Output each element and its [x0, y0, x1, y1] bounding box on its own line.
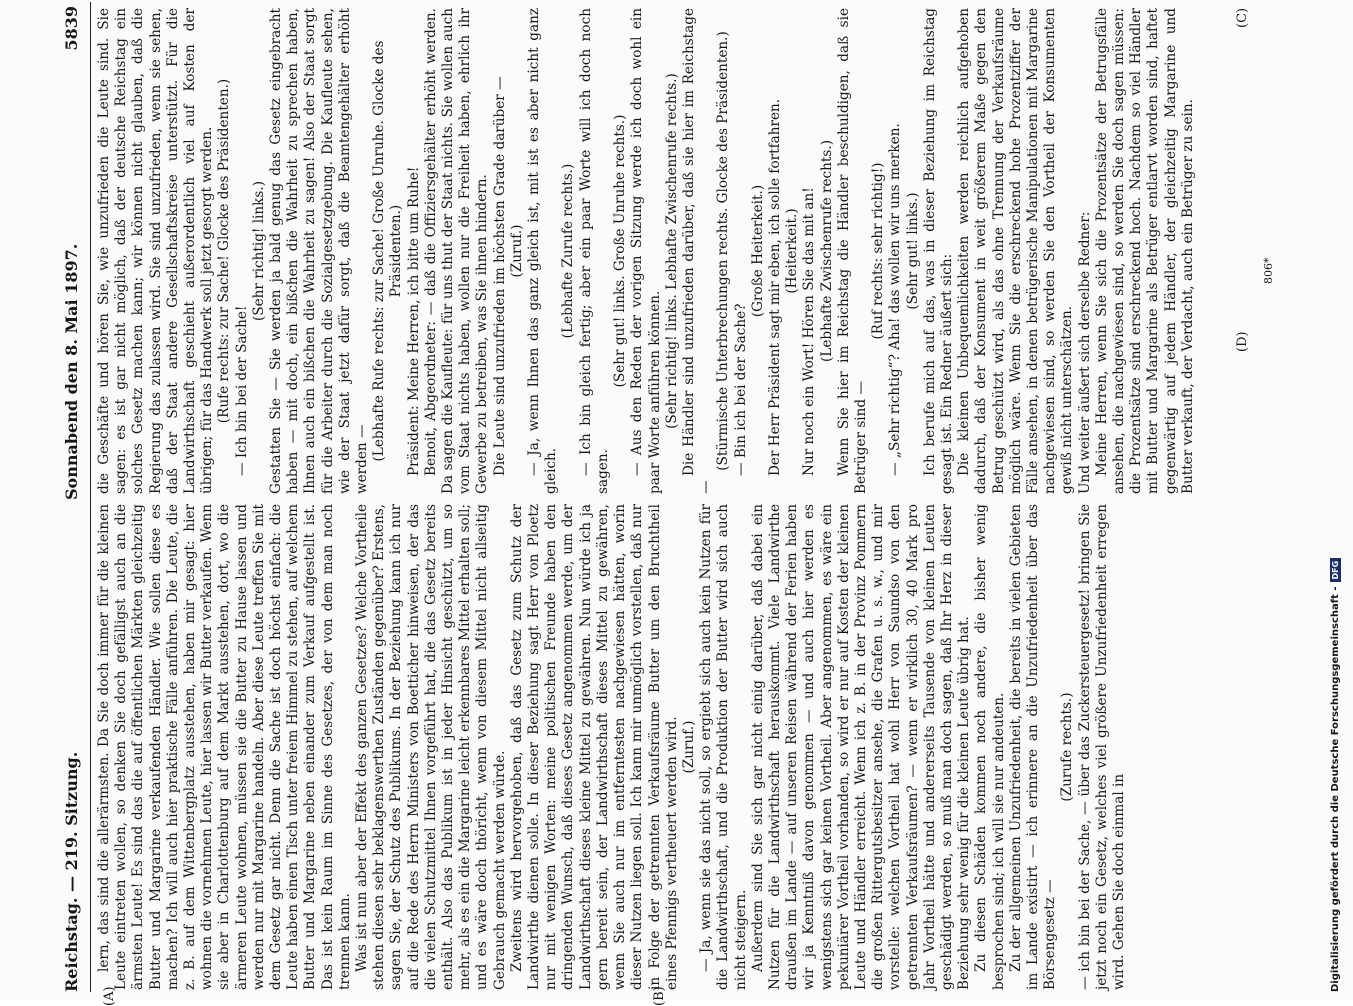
header-left: Reichstag. — 219. Sitzung. — [62, 751, 81, 992]
col-a-paragraph: Zu der allgemeinen Unzufriedenheit, die bereits in vielen Gebieten im Lande existirt — ich erinnere an die Unzufriedenheit über das Börsengesetz — — [1007, 504, 1059, 990]
col-b-paragraph: Ich berufe mich auf das, was in dieser Beziehung im Reichstag gesagt ist. Ein Redner äußert sich: — [921, 8, 955, 494]
col-b-paragraph: (Heiterkeit.) — [784, 208, 801, 294]
col-a-paragraph: (Zurufe rechts.) — [1059, 692, 1076, 802]
col-b-paragraph: (Sehr gut! links.) — [904, 192, 921, 310]
col-b-paragraph: (Große Heiterkeit.) — [749, 184, 766, 318]
col-b-paragraph: (Zuruf.) — [508, 224, 525, 278]
col-b-paragraph: — Aus den Reden der vorigen Sitzung werde ich doch wohl ein paar Worte anführen können. — [629, 8, 663, 494]
col-b-paragraph: (Sehr richtig! links.) — [250, 180, 267, 322]
column-right — [96, 8, 1197, 494]
col-a-paragraph: Zweitens wird hervorgehoben, daß das Gesetz zum Schutz der Landwirthe dienen solle. In dieser Beziehung sagt Herr von Ploetz nur mit wenigen Worten: meine politischen Freunde haben den dringenden Wunsch, daß dieses Gesetz angenommen werde, um der Landwirthschaft dieses kleine Mittel zu gewähren. Nun würde ich ja gern bereit sein, der Landwirthschaft dieses Mittel zu gewähren, wenn Sie auch nur im entferntesten nachgewiesen hätten, worin dieser Nutzen liegen soll. Ich kann mir unmöglich vorstellen, daß nur in Folge der getrennten Verkaufsräume Butter um den Bruchtheil eines Pfennigs vertheuert werden wird. — [508, 504, 680, 990]
col-b-paragraph: Wenn Sie hier im Reichstag die Händler beschuldigen, daß sie Betrüger sind — — [835, 8, 869, 494]
col-a-paragraph: — ich bin bei der Sache, — über das Zuckersteuergesetz! bringen Sie jetzt noch ein Gesetz, welches viel größere Unzufriedenheit erregen wird. Gehen Sie doch einmal in — [1076, 504, 1127, 990]
col-b-paragraph: Benoit, Abgeordneter: — daß die Offiziersgehälter erhöht werden. Da sagen die Kaufleute: für uns thut der Staat nichts. Sie wollen auch vom Staat nichts haben, wollen nur die Freiheit haben, ehrlich ihr Gewerbe zu betreiben, was Sie ihnen hindern. — [422, 8, 491, 494]
signature-mark: 806* — [1262, 257, 1275, 284]
col-b-paragraph: — Ich bin gleich fertig; aber ein paar Worte will ich doch noch sagen. — [577, 8, 611, 494]
col-b-paragraph: Präsident: Meine Herren, ich bitte um Ruhe! — [405, 166, 422, 476]
col-a-paragraph: Außerdem sind Sie sich gar nicht einig darüber, daß dabei ein Nutzen für die Landwirthschaft herauskommt. Viele Landwirthe draußen im Lande — auf unseren Reisen während der Ferien haben wir ja Kenntniß davon genommen — und auch hier werden es wenigstens sich gar keinen Vortheil. Aber angenommen, es wäre ein pekuniärer Vortheil vorhanden, so wird er nur auf Kosten der kleinen Leute und Händler erreicht. Wenn ich z. B. in der Provinz Pommern die großen Rittergutsbesitzer ansehe, die Grafen u. s. w., und mir vorstelle: welchen Vortheil hat wohl Herr von Saundso von den getrennten Verkaufsräumen? — wenn er wirklich 30, 40 Mark pro Jahr Vortheil hätte und andererseits Tausende von kleinen Leuten geschädigt werden, so muß man doch sagen, daß Ihr Herz in dieser Beziehung sehr wenig für die kleinen Leute übrig hat. — [749, 504, 973, 990]
col-b-paragraph: Die kleinen Unbequemlichkeiten werden reichlich aufgehoben dadurch, daß der Konsument in weit größerem Maße gegen den Betrug geschützt wird, als das ohne Trennung der Verkaufsräume möglich wäre. Wenn Sie die erschreckend hohe Prozentziffer der Fälle ansehen, in denen betrügerische Manipulationen mit Margarine nachgewiesen sind, so werden Sie den Vortheil der Konsumenten gewiß nicht unterschätzen. — [956, 8, 1076, 494]
col-a-paragraph: — Ja, wenn sie das nicht soll, so ergiebt sich auch kein Nutzen für die Landwirthschaft, und die Produktion der Butter wird sich auch nicht steigern. — [698, 504, 749, 990]
margin-mark-d: (D) — [1235, 331, 1250, 352]
col-b-paragraph: Und weiter äußert sich derselbe Redner: — [1076, 211, 1093, 494]
col-b-paragraph: (Sehr richtig! links. Lebhafte Zwischenrufe rechts.) — [663, 73, 680, 429]
col-b-paragraph: (Stürmische Unterbrechungen rechts. Glocke des Präsidenten.) — [715, 31, 732, 471]
page-header — [62, 0, 88, 1000]
col-b-paragraph: Nur noch ein Wort! Hören Sie das mit an! — [801, 187, 818, 476]
col-a-paragraph: lern, das sind die allerärmsten. Da Sie doch immer für die kleinen Leute eintreten wollen, so denken Sie doch gefälligst auch an die ärmsten Leute! Es sind das die auf öffentlichen Märkten gleichzeitig Butter und Margarine verkaufenden Händler. Wie sollen diese es machen? Ich will auch hier praktische Fälle anführen. Die Leute, die z. B. auf dem Wittenbergplatz ausstehen, haben mir gesagt: hier wohnen die vornehmen Leute, hier lassen wir Butter verkaufen. Wenn sie aber in Charlottenburg auf dem Markt ausstehen, dort, wo die ärmeren Leute wohnen, müssen sie die Butter zu Hause lassen und werden nur mit Margarine handeln. Aber diese Leute treffen Sie mit dem Gesetz gar nicht. Denn die Sache ist doch höchst einfach: die Leute haben einen Tisch unter freiem Himmel zu stehen, auf welchem Butter und Margarine neben einander zum Verkauf aufgestellt ist. Das ist kein Raum im Sinne des Gesetzes, der von dem man noch trennen kann. — [96, 504, 353, 990]
margin-mark-a: (A) — [102, 986, 117, 1006]
header-date: Sonnabend den 8. Mai 1897. — [62, 243, 81, 500]
col-b-paragraph: Gestatten Sie — Sie werden ja bald genug das Gesetz eingebracht haben — mit doch, ein bißchen die Wahrheit zu sprechen haben, Ihnen auch ein bißchen die Wahrheit zu sagen! Also der Staat sorgt für die Arbeiter durch die Sozialgesetzgebung. Die Kaufleute sehen, wie der Staat jetzt dafür sorgt, daß die Beamtengehälter erhöht werden — — [268, 8, 371, 494]
col-b-paragraph: — „Sehr richtig“? Aha! das wollen wir uns merken. — [887, 123, 904, 476]
col-b-paragraph: — Ich bin bei der Sache! — [233, 305, 250, 476]
col-a-paragraph: Zu diesen Schäden kommen noch andere, die bisher wenig besprochen sind; ich will sie nur andeuten. — [973, 504, 1007, 990]
footer-text: Digitalisierung gefördert durch die Deutsche Forschungsgemeinschaft - — [1330, 586, 1341, 992]
col-b-paragraph: (Ruf rechts: sehr richtig!) — [870, 162, 887, 340]
col-b-paragraph: — Ja, wenn Ihnen das ganz gleich ist, mit ist es aber nicht ganz gleich. — [526, 8, 560, 494]
footer-strip — [1330, 8, 1350, 992]
col-b-paragraph: (Lebhafte Zwischenrufe rechts.) — [818, 140, 835, 362]
margin-mark-b: (B) — [652, 986, 667, 1006]
dfg-logo: DFG — [1330, 558, 1341, 583]
col-b-paragraph: Die Leute sind unzufrieden im höchsten Grade darüber — — [491, 76, 508, 476]
col-b-paragraph: Die Händler sind unzufrieden darüber, daß sie hier im Reichstage — — [680, 8, 715, 494]
col-b-paragraph: (Sehr gut! links. Große Unruhe rechts.) — [612, 114, 629, 388]
col-b-paragraph: Meine Herren, wenn Sie sich die Prozentsätze der Betrugsfälle ansehen, die nachgewiesen sind, so werden Sie doch sagen müssen: die Prozentsätze sind erschreckend hoch. Nachdem so viel Händler mit Butter und Margarine als Betrüger entlarvt worden sind, haftet gegenwärtig auf jedem Händler, der gleichzeitig Margarine und Butter verkauft, der Verdacht, auch ein Betrüger zu sein. — [1093, 8, 1196, 494]
col-b-paragraph: — Bin ich bei der Sache? — [732, 303, 749, 476]
col-b-paragraph: (Lebhafte Rufe rechts: zur Sache! Große Unruhe. Glocke des Präsidenten.) — [371, 40, 405, 462]
column-left — [96, 504, 1128, 990]
col-b-paragraph: (Rufe rechts: zur Sache! Glocke des Präsidenten.) — [216, 78, 233, 424]
col-b-paragraph: Der Herr Präsident sagt mir eben, ich solle fortfahren. — [766, 98, 783, 476]
footer-text-container — [1330, 8, 1341, 992]
page-number: 5839 — [62, 6, 81, 51]
col-a-paragraph: Was ist nun aber der Effekt des ganzen Gesetzes? Welche Vortheile stehen diesen sehr beklagenswerthen Zuständen gegenüber? Erstens, sagen Sie, der Schutz des Publikums. In der Beziehung kann ich nur auf die Rede des Herrn Ministers von Boetticher hinweisen, der das die vielen Schutzmittel Ihnen vorgeführt hat, die das Gesetz bereits enthält. Also das Publikum ist in jeder Hinsicht geschützt, um so mehr, als es ein die Margarine leicht erkennbares Mittel erhalten soll; und es wäre doch thöricht, wenn von diesem Mittel nicht allseitig Gebrauch gemacht werden würde. — [354, 504, 508, 990]
col-b-paragraph: die Geschäfte und hören Sie, wie unzufrieden die Leute sind. Sie sagen: es ist gar nicht möglich, daß der deutsche Reichstag ein solches Gesetz machen kann; wir können nicht glauben, daß die Regierung das zulassen wird. Sie sind unzufrieden, wenn sie sehen, daß der Staat andere Gesellschaftskreise unterstützt. Für die Landwirthschaft geschieht außerordentlich viel auf Kosten der übrigen; für das Handwerk soll jetzt gesorgt werden. — [96, 8, 216, 494]
col-b-paragraph: (Lebhafte Zurufe rechts.) — [560, 163, 577, 339]
margin-mark-c: (C) — [1235, 7, 1250, 28]
header-rule — [90, 2, 91, 992]
col-a-paragraph: (Zuruf.) — [680, 720, 697, 774]
